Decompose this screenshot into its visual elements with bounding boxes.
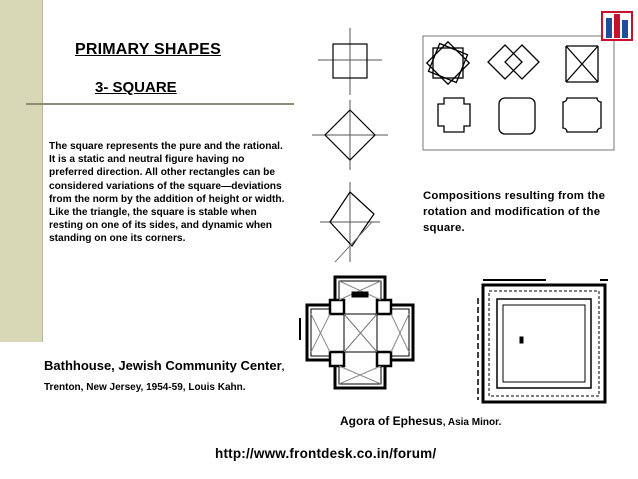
tilted-square-figure xyxy=(320,182,380,262)
bathhouse-caption-detail: , Trenton, New Jersey, 1954-59, Louis Kahn. xyxy=(44,362,285,393)
compositions-caption: Compositions resulting from the rotation and modification of the square. xyxy=(423,190,606,234)
upright-square-figure xyxy=(318,28,382,95)
agora-caption-detail: , Asia Minor. xyxy=(442,417,502,428)
diamond-square-figure xyxy=(312,100,388,170)
bathhouse-caption xyxy=(44,357,289,397)
bathhouse-caption-main: Bathhouse, Jewish Community Center xyxy=(44,358,282,373)
page-subtitle: 3- SQUARE xyxy=(95,79,177,96)
description-paragraph: The square represents the pure and the rational. It is a static and neutral figure having no preferred direction. All other rectangles can be considered variations of the square—deviations from the norm by the addition of height or width. Like the triangle, the square is stable when resting on one of its sides, and dynamic when standing on one its corners. xyxy=(49,141,285,245)
compositions-panel xyxy=(423,36,614,150)
logo-icon xyxy=(600,8,634,42)
composition-cross-square xyxy=(438,98,470,132)
composition-notched-square xyxy=(563,98,601,132)
agora-caption-main: Agora of Ephesus xyxy=(340,414,443,428)
composition-rounded-square xyxy=(499,98,535,134)
agora-caption xyxy=(340,414,501,428)
composition-interlocking-diamonds xyxy=(488,45,539,79)
bathhouse-plan xyxy=(300,277,413,388)
composition-overlapping-squares xyxy=(427,42,469,84)
page-title: PRIMARY SHAPES xyxy=(75,41,221,58)
source-url-link[interactable]: http://www.frontdesk.co.in/forum/ xyxy=(215,446,437,461)
composition-crossed-square xyxy=(566,46,598,82)
agora-plan xyxy=(478,280,608,402)
